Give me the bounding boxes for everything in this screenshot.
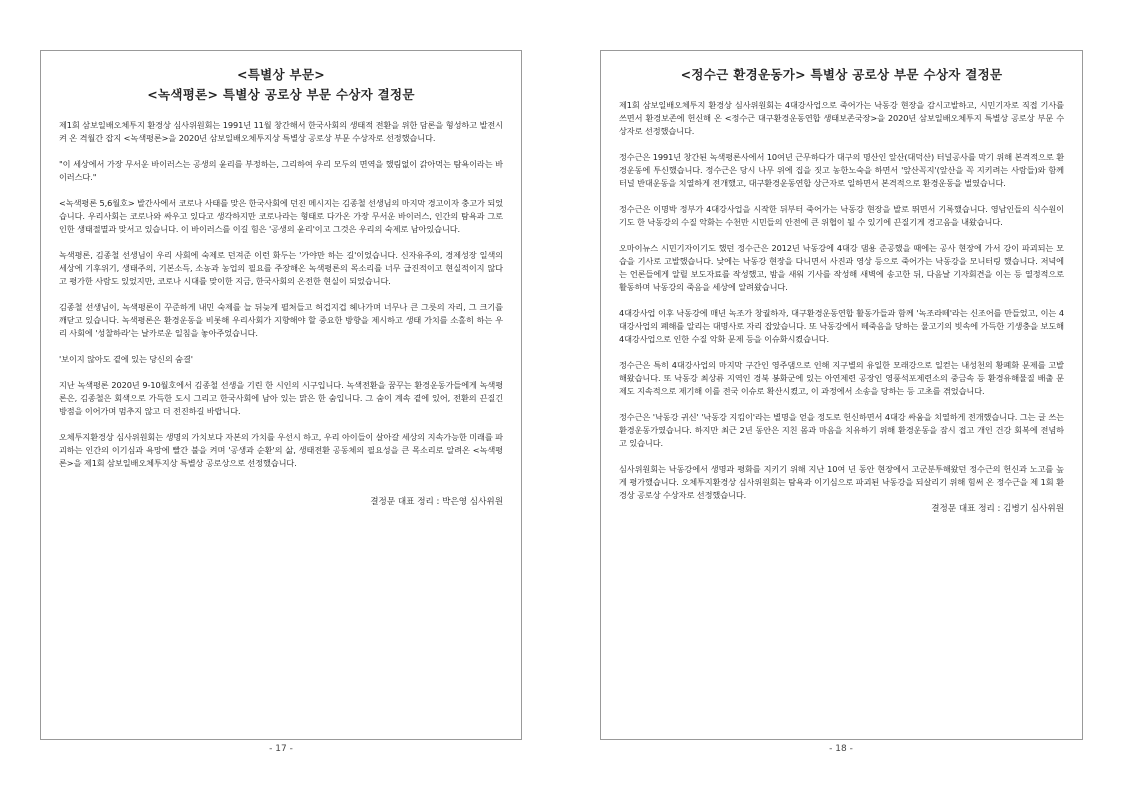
paragraph: 심사위원회는 낙동강에서 생명과 평화를 지키기 위해 지난 10여 년 동안 현장에서 고군분투해왔던 정수근의 헌신과 노고를 높게 평가했습니다. 오체투지환경상 심사위원회는 탐욕과 이기심으로 파괴된 낙동강을 되살리기 위해 힘써 온 정수근을 제 1회 환경상 공로상 수상자로 선정했습니다.: [619, 464, 1064, 500]
page-title: [619, 65, 1064, 85]
paragraph: 정수근은 특히 4대강사업의 마지막 구간인 영주댐으로 인해 지구별의 유일한 모래강으로 일컫는 내성천의 황폐화 문제를 고발해왔습니다. 또 낙동강 최상류 지역인 경북 봉화군에 있는 아연제련 공장인 영풍석포제련소의 중금속 등 환경유해물질 배출 문제도 지속적으로 제기해 이를 전국 이슈로 확산시켰고, 이 과정에서 소송을 당하는 등 고초를 겪었습니다.: [619, 360, 1064, 396]
signature: 결정문 대표 정리 : 박은영 심사위원: [370, 497, 503, 507]
title-line-1: <정수근 환경운동가> 특별상 공로상 부문 수상자 결정문: [680, 67, 1003, 82]
paragraph: 정수근은 이명박 정부가 4대강사업을 시작한 뒤부터 죽어가는 낙동강 현장을 발로 뛰면서 기록했습니다. 영남인들의 식수원이기도 한 낙동강의 수질 악화는 수천만 시민들의 안전에 큰 위협이 될 수 있기에 끈질기게 경고음을 내왔습니다.: [619, 204, 1064, 227]
paragraph: <녹색평론 5,6월호> 발간사에서 코로나 사태를 맞은 한국사회에 던진 메시지는 김종철 선생님의 마지막 경고이자 충고가 되었습니다. 우리사회는 코로나와 싸우고 있다고 생각하지만 코로나라는 형태로 다가온 가장 무서운 바이러스, 인간의 탐욕과 그로 인한 생태절멸과 맞서고 있습니다. 이 바이러스를 이길 힘은 '공생의 윤리'이고 그것은 우리의 숙제로 남아있습니다.: [59, 198, 503, 234]
page-number: - 17 -: [269, 744, 293, 754]
paragraph: 김종철 선생님이, 녹색평론이 꾸준하게 내민 숙제를 늘 뒤늦게 펼쳐들고 허겁지겁 헤나가며 너무나 큰 그릇의 자리, 그 크기를 깨닫고 있습니다. 녹색평론은 환경운동을 비롯해 우리사회가 지향해야 할 중요한 방향을 제시하고 생태 가치를 소홀히 하는 우리 사회에 '성찰하라'는 날카로운 일침을 놓아주었습니다.: [59, 302, 503, 338]
page-title: [59, 65, 503, 105]
title-line-1: <특별상 부문>: [236, 67, 326, 82]
paragraph: 녹색평론, 김종철 선생님이 우리 사회에 숙제로 던져준 이런 화두는 '가야만 하는 길'이었습니다. 신자유주의, 경제성장 일색의 세상에 기후위기, 생태주의, 기본소득, 소농과 농업의 필요를 주장해온 녹색평론의 목소리를 너무 급진적이고 현실적이지 않다고 평가한 사람도 있었지만, 코로나 시대를 맞이한 지금, 한국사회의 온전한 현실이 되었습니다.: [59, 250, 503, 286]
paragraph: 지난 녹색평론 2020년 9-10월호에서 김종철 선생을 기린 한 시인의 시구입니다. 녹색전환을 꿈꾸는 환경운동가들에게 녹색평론은, 김종철은 회색으로 가득한 도시 그리고 한국사회에 남아 있는 맑은 한 숨입니다. 그 숨이 계속 곁에 있어, 전환의 끈질긴 방점을 이어가며 멈추지 않고 더 전진하길 바랍니다.: [59, 380, 503, 416]
page-number: - 18 -: [829, 744, 853, 754]
paragraph: 제1회 삼보일배오체투지 환경상 심사위원회는 4대강사업으로 죽어가는 낙동강 현장을 감시고발하고, 시민기자로 직접 기사를 쓰면서 환경보존에 헌신해 온 <정수근 대구환경운동연합 생태보존국장>을 2020년 삼보일배오체투지 특별상 공로상 부문 수상자로 선정했습니다.: [619, 100, 1064, 136]
paragraph: 오마이뉴스 시민기자이기도 했던 정수근은 2012년 낙동강에 4대강 댐용 준공했을 때에는 공사 현장에 가서 강이 파괴되는 모습을 기사로 고발했습니다. 낮에는 낙동강 현장을 다니면서 사진과 영상 등으로 죽어가는 낙동강을 모니터링 했습니다. 저녁에는 언론들에게 알릴 보도자료를 작성했고, 밤을 새워 기사를 작성해 새벽에 송고한 뒤, 다음날 기자회견을 이는 등 열정적으로 활동하며 낙동강의 죽음을 세상에 알려왔습니다.: [619, 243, 1064, 292]
paragraph: 오체투지환경상 심사위원회는 생명의 가치보다 자본의 가치를 우선시 하고, 우리 아이들이 살아갈 세상의 지속가능한 미래를 파괴하는 인간의 이기심과 욕망에 빨간 불을 켜며 '공생과 순환'의 삶, 생태전환 공동체의 필요성을 큰 목소리로 알려온 <녹색평론>을 제1회 삼보일배오체투지상 특별상 공로상으로 선정했습니다.: [59, 432, 503, 468]
document-page-17: [40, 50, 522, 740]
paragraph: 정수근은 1991년 창간된 녹색평론사에서 10여년 근무하다가 대구의 명산인 앞산(대덕산) 터널공사를 막기 위해 본격적으로 환경운동에 투신했습니다. 정수근은 당시 나무 위에 집을 짓고 농한노숙을 하면서 '앞산꼭지'(앞산을 꼭 지키려는 사람들)와 함께 터널 반대운동을 치열하게 전개했고, 대구환경운동연합 상근자로 일하면서 본격적으로 환경운동을 벌였습니다.: [619, 152, 1064, 188]
paragraph: 정수근은 '낙동강 귀신' '낙동강 지킴이'라는 별명을 얻을 정도로 헌신하면서 4대강 싸움을 치열하게 전개했습니다. 그는 글 쓰는 환경운동가였습니다. 하지만 최근 2년 동안은 지친 몸과 마음을 치유하기 위해 환경운동을 잠시 접고 개인 건강 회복에 전념하고 있습니다.: [619, 412, 1064, 448]
paragraph: 4대강사업 이후 낙동강에 매년 녹조가 창궐하자, 대구환경운동연합 활동가들과 함께 '녹조라떼'라는 신조어를 만들었고, 이는 4대강사업의 폐해를 알리는 대명사로 자리 잡았습니다. 또 낙동강에서 떼죽음을 당하는 물고기의 빗속에 가득한 기생충을 보도해 4대강사업으로 인한 수질 악화 문제 등을 이슈화시켰습니다.: [619, 308, 1064, 344]
document-page-18: [600, 50, 1083, 740]
paragraph: 제1회 삼보일배오체투지 환경상 심사위원회는 1991년 11월 창간해서 한국사회의 생태적 전환을 위한 담론을 형성하고 발전시켜 온 격월간 잡지 <녹색평론>을 2020년 삼보일배오체투지상 특별상 공로상 부문 수상자로 선정했습니다.: [59, 120, 503, 143]
signature: 결정문 대표 정리 : 김병기 심사위원: [931, 504, 1064, 514]
quote-paragraph: '보이지 않아도 곁에 있는 당신의 숨결': [59, 354, 193, 364]
title-line-2: <녹색평론> 특별상 공로상 부문 수상자 결정문: [147, 87, 415, 102]
quote-paragraph: "이 세상에서 가장 무서운 바이러스는 공생의 윤리를 부정하는, 그리하여 우리 모두의 면역을 했림없이 갉아먹는 탐욕이라는 바이러스다.": [59, 159, 503, 182]
